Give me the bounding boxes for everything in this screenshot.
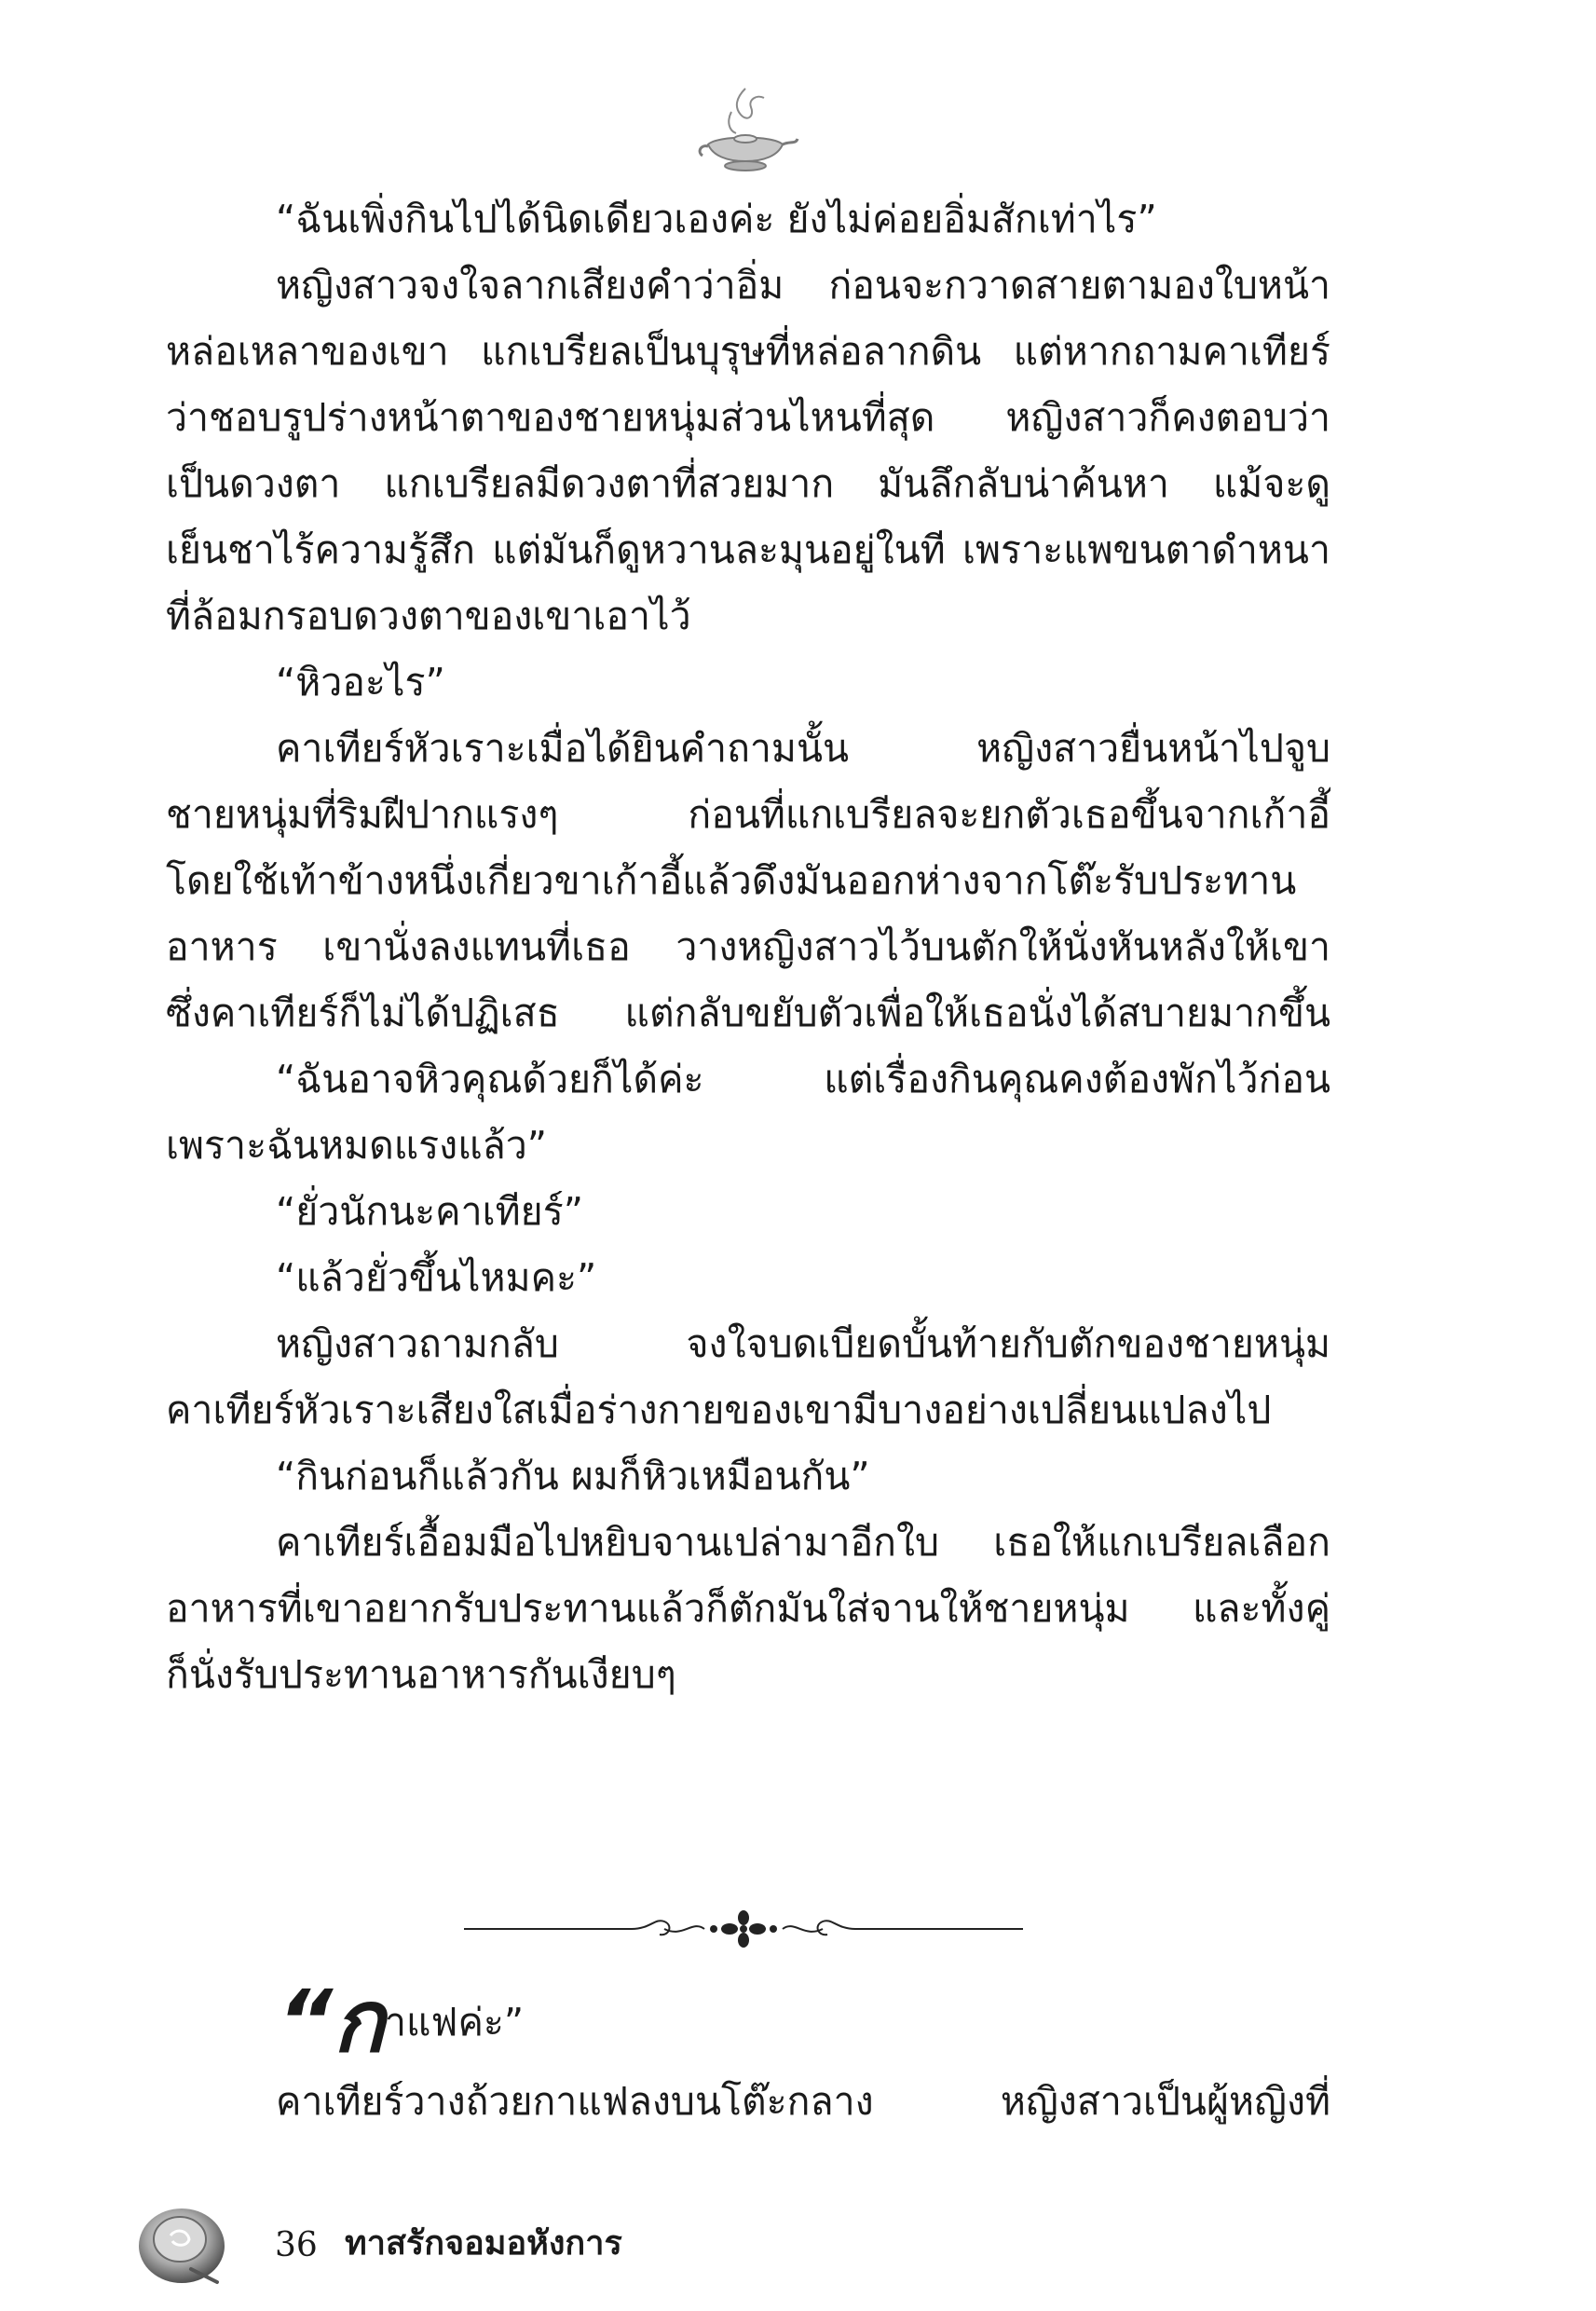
text-line: คาเทียร์หัวเราะเมื่อได้ยินคำถามนั้น หญิงสาวยื่นหน้าไปจูบ: [276, 726, 1330, 771]
coffee-cup-icon: [135, 2195, 228, 2288]
last-paragraph: [166, 2069, 1330, 2135]
text-line: คาเทียร์เอื้อมมือไปหยิบจานเปล่ามาอีกใบ เธอให้แกเบรียลเลือก: [276, 1520, 1330, 1565]
text-line: ว่าชอบรูปร่างหน้าตาของชายหนุ่มส่วนไหนที่สุด หญิงสาวก็คงตอบว่า: [166, 395, 1330, 440]
text-line: ก็นั่งรับประทานอาหารกันเงียบๆ: [166, 1652, 676, 1697]
text-line: “กินก่อนก็แล้วกัน ผมก็หิวเหมือนกัน”: [276, 1454, 870, 1498]
text-line: อาหาร เขานั่งลงแทนที่เธอ วางหญิงสาวไว้บนตักให้นั่งหันหลังให้เขา: [166, 924, 1330, 969]
page-number: 36: [275, 2226, 318, 2264]
text-line: เย็นชาไร้ความรู้สึก แต่มันก็ดูหวานละมุนอยู่ในที เพราะแพขนตาดำหนา: [166, 527, 1330, 572]
page-footer: [135, 2195, 974, 2288]
text-line: อาหารที่เขาอยากรับประทานแล้วก็ตักมันใส่จานให้ชายหนุ่ม และทั้งคู่: [166, 1586, 1330, 1631]
text-line: หญิงสาวถามกลับ จงใจบดเบียดบั้นท้ายกับตักของชายหนุ่ม: [276, 1321, 1330, 1366]
dropcap-open-quote: “: [278, 1972, 334, 2072]
text-line: ชายหนุ่มที่ริมฝีปากแรงๆ ก่อนที่แกเบรียลจะยกตัวเธอขึ้นจากเก้าอี้: [166, 792, 1330, 837]
text-line: ที่ล้อมกรอบดวงตาของเขาเอาไว้: [166, 594, 691, 638]
body-text: [166, 186, 1330, 1708]
text-line: “หิวอะไร”: [276, 660, 445, 704]
flourish-divider-icon: [464, 1901, 1023, 1957]
text-line: “ยั่วนักนะคาเทียร์”: [276, 1189, 583, 1234]
text-line: หล่อเหลาของเขา แกเบรียลเป็นบุรุษที่หล่อลากดิน แต่หากถามคาเทียร์: [166, 329, 1330, 374]
genie-lamp-ornament-icon: [689, 79, 801, 182]
text-line: “ฉันอาจหิวคุณด้วยก็ได้ค่ะ แต่เรื่องกินคุณคงต้องพักไว้ก่อน: [276, 1057, 1330, 1101]
text-line: คาเทียร์หัวเราะเสียงใสเมื่อร่างกายของเขามีบางอย่างเปลี่ยนแปลงไป: [166, 1388, 1272, 1432]
text-line: “แล้วยั่วขึ้นไหมคะ”: [276, 1255, 597, 1300]
text-line: โดยใช้เท้าข้างหนึ่งเกี่ยวขาเก้าอี้แล้วดึงมันออกห่างจากโต๊ะรับประทาน: [166, 858, 1297, 903]
text-line: เพราะฉันหมดแรงแล้ว”: [166, 1123, 548, 1168]
dropcap-rest-text: าแฟค่ะ”: [384, 2000, 525, 2044]
dropcap-paragraph: [278, 1971, 524, 2073]
book-title: ทาสรักจอมอหังการ: [345, 2224, 622, 2263]
text-line: หญิงสาวจงใจลากเสียงคำว่าอิ่ม ก่อนจะกวาดสายตามองใบหน้า: [276, 263, 1330, 308]
text-line: คาเทียร์วางถ้วยกาแฟลงบนโต๊ะกลาง หญิงสาวเป็นผู้หญิงที่: [276, 2079, 1330, 2124]
dropcap-letter: ก: [333, 1972, 385, 2072]
text-line: “ฉันเพิ่งกินไปได้นิดเดียวเองค่ะ ยังไม่ค่อยอิ่มสักเท่าไร”: [276, 197, 1157, 241]
text-line: เป็นดวงตา แกเบรียลมีดวงตาที่สวยมาก มันลึกลับน่าค้นหา แม้จะดู: [166, 461, 1330, 506]
text-line: ซึ่งคาเทียร์ก็ไม่ได้ปฏิเสธ แต่กลับขยับตัวเพื่อให้เธอนั่งได้สบายมากขึ้น: [166, 991, 1330, 1035]
